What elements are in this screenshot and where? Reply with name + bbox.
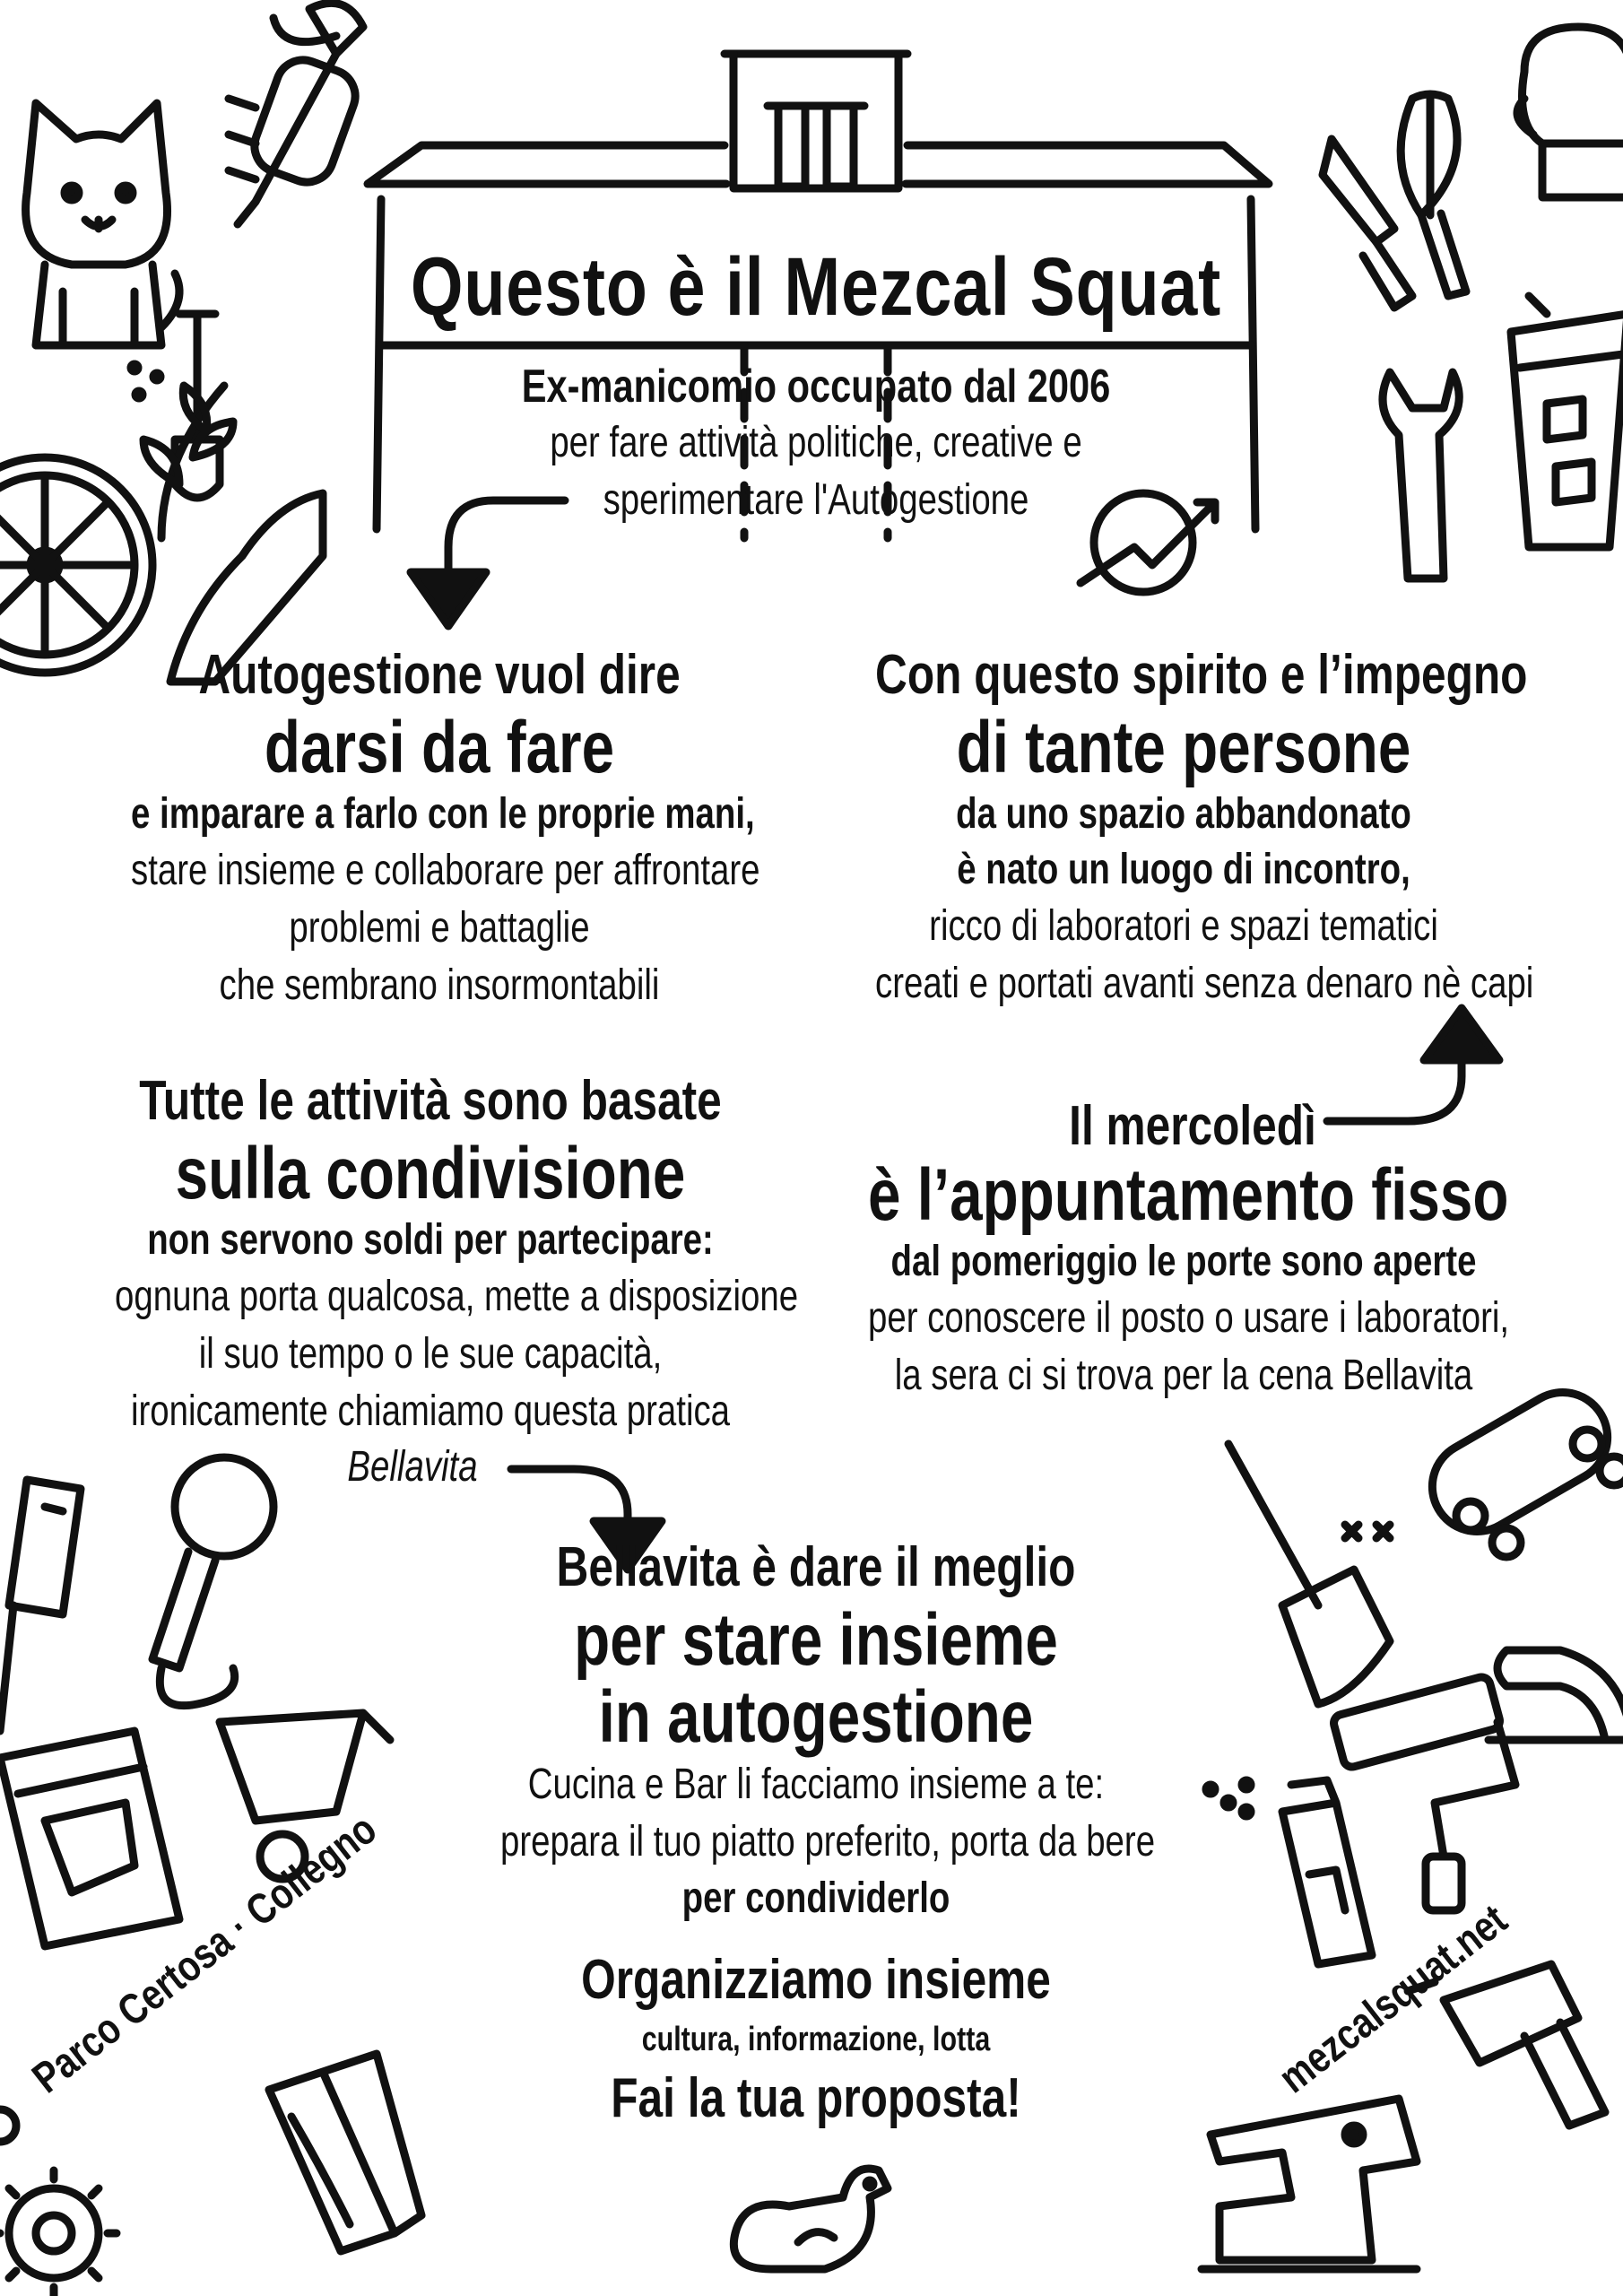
section-lead: Tutte le attività sono basate — [139, 1070, 722, 1132]
chicken-icon — [717, 2144, 915, 2296]
section-small: cultura, informazione, lotta — [641, 2021, 991, 2058]
lightning-icon — [1072, 466, 1233, 610]
section-lead: Il mercoledì — [1069, 1095, 1316, 1157]
website-link[interactable]: mezcalsquat.net — [1270, 1895, 1516, 2103]
subtitle-line: sperimentare l'Autogestione — [603, 476, 1029, 524]
trumpet-icon — [202, 0, 372, 242]
page-title: Questo è il Mezcal Squat — [410, 241, 1222, 333]
section-lead: Autogestione vuol dire — [198, 644, 681, 706]
section-bold: dal pomeriggio le porte sono aperte — [890, 1238, 1477, 1285]
section-bold: da uno spazio abbandonato — [956, 790, 1411, 838]
sewing-machine-icon — [1184, 2081, 1471, 2278]
section-heading: in autogestione — [598, 1676, 1034, 1758]
location-label: Parco Certosa · Collegno — [23, 1805, 386, 2103]
section-text: Cucina e Bar li facciamo insieme a te: — [527, 1761, 1105, 1808]
arrow-up-icon — [1327, 1004, 1524, 1139]
section-text: ricco di laboratori e spazi tematici — [929, 902, 1438, 950]
section-lead: Organizziamo insieme — [581, 1949, 1051, 2011]
section-text: il suo tempo o le sue capacità, — [198, 1330, 663, 1378]
section-text: stare insieme e collaborare per affrontare — [131, 847, 760, 894]
arrow-down-icon — [395, 475, 592, 655]
section-bold: è nato un luogo di incontro, — [957, 846, 1410, 893]
section-lead: Bellavita è dare il meglio — [556, 1536, 1076, 1598]
section-text: per conoscere il posto o usare i laboratori, — [868, 1294, 1510, 1342]
section-lead: Con questo spirito e l’impegno — [875, 644, 1528, 706]
section-text: ognuna porta qualcosa, mette a disposizione — [115, 1273, 799, 1320]
section-heading: di tante persone — [956, 707, 1411, 788]
bellavita-italic: Bellavita — [347, 1443, 478, 1491]
section-text: creati e portati avanti senza denaro nè capi — [875, 960, 1534, 1007]
section-heading: è l’appuntamento fisso — [868, 1154, 1509, 1236]
wrench-icon — [1363, 354, 1497, 596]
section-bold: e imparare a farlo con le proprie mani, — [131, 790, 755, 838]
section-heading: per stare insieme — [574, 1599, 1058, 1681]
skateboard-icon — [1408, 1363, 1623, 1570]
section-bold: per condividerlo — [681, 1874, 950, 1922]
section-heading: sulla condivisione — [175, 1133, 686, 1214]
section-heading: darsi da fare — [264, 707, 615, 788]
whisk-icon — [1376, 90, 1502, 305]
section-text: che sembrano insormontabili — [219, 961, 660, 1009]
book-icon — [0, 1722, 197, 1964]
spray-can-icon — [1157, 1758, 1390, 1982]
drink-icon — [1493, 296, 1623, 565]
boxing-glove-icon — [1488, 18, 1623, 215]
section-bold: non servono soldi per partecipare: — [147, 1216, 714, 1264]
bicycle-wheel-icon — [0, 448, 152, 682]
wood-planks-icon — [251, 2036, 430, 2269]
brush-icon — [0, 1471, 90, 1740]
gear-icon — [0, 2108, 143, 2296]
subtitle-bold: Ex-manicomio occupato dal 2006 — [521, 361, 1111, 413]
call-to-action: Fai la tua proposta! — [611, 2067, 1021, 2129]
section-text: la sera ci si trova per la cena Bellavita — [894, 1352, 1473, 1399]
section-text: problemi e battaglie — [289, 904, 590, 952]
wheelbarrow-icon — [202, 1686, 399, 1883]
section-text: ironicamente chiamiamo questa pratica — [130, 1387, 731, 1435]
subtitle-line: per fare attività politiche, creative e — [550, 419, 1082, 466]
section-text: prepara il tuo piatto preferito, porta da bere — [500, 1818, 1156, 1866]
broom-icon — [1211, 1435, 1408, 1704]
